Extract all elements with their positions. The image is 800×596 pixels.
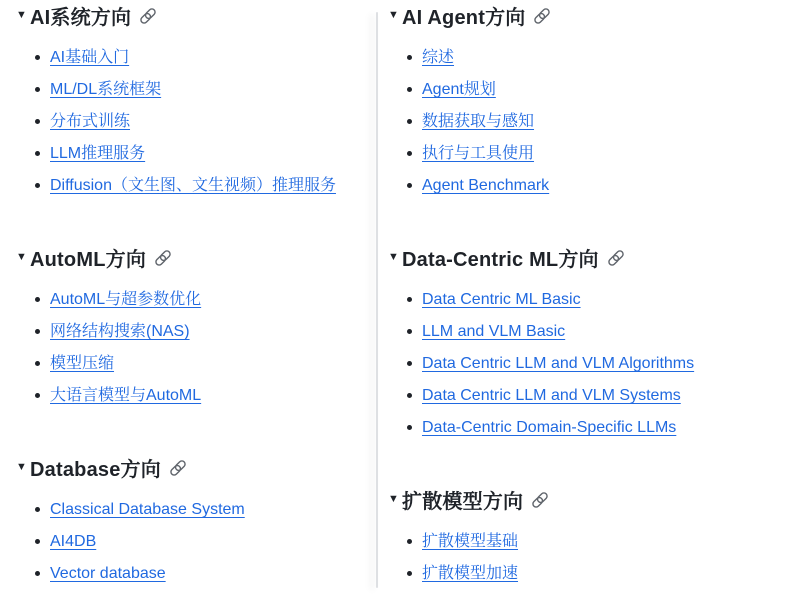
section-items xyxy=(388,289,788,439)
section-title: 扩散模型方向 xyxy=(402,490,524,513)
list-item xyxy=(388,563,788,585)
right-column xyxy=(378,0,800,596)
section-title: AI Agent方向 xyxy=(402,6,526,29)
directory-section xyxy=(388,486,788,585)
topic-link[interactable]: 大语言模型与AutoML xyxy=(50,387,202,404)
topic-link[interactable]: Data-Centric Domain-Specific LLMs xyxy=(422,419,677,436)
anchor-link-icon[interactable] xyxy=(138,6,158,26)
topic-link[interactable]: AI基础入门 xyxy=(50,49,130,66)
section-title: AI系统方向 xyxy=(30,6,132,29)
list-item xyxy=(388,79,788,101)
topic-link[interactable]: 扩散模型加速 xyxy=(422,565,519,582)
anchor-link-icon[interactable] xyxy=(530,490,550,510)
anchor-link-icon[interactable] xyxy=(168,458,188,478)
list-item xyxy=(16,289,368,311)
topic-link[interactable]: LLM推理服务 xyxy=(50,145,146,162)
topic-link[interactable]: LLM and VLM Basic xyxy=(422,323,566,340)
section-items xyxy=(388,531,788,585)
collapse-triangle-icon[interactable]: ▼ xyxy=(388,8,399,21)
section-title: Database方向 xyxy=(30,458,161,481)
list-item xyxy=(16,321,368,343)
section-title: Data-Centric ML方向 xyxy=(402,248,599,271)
section-title: AutoML方向 xyxy=(30,248,147,271)
list-item xyxy=(388,531,788,553)
topic-link[interactable]: AutoML与超参数优化 xyxy=(50,291,202,308)
collapse-triangle-icon[interactable]: ▼ xyxy=(388,492,399,505)
directory-section xyxy=(388,244,788,439)
list-item xyxy=(16,143,368,165)
topic-link[interactable]: 综述 xyxy=(422,49,455,66)
topic-link[interactable]: 分布式训练 xyxy=(50,113,131,130)
list-item xyxy=(16,499,368,521)
topic-link[interactable]: 扩散模型基础 xyxy=(422,533,519,550)
collapse-triangle-icon[interactable]: ▼ xyxy=(16,460,27,473)
collapse-triangle-icon[interactable]: ▼ xyxy=(16,8,27,21)
topic-link[interactable]: Classical Database System xyxy=(50,501,245,518)
list-item xyxy=(16,47,368,69)
directory-section xyxy=(16,454,368,585)
anchor-link-icon[interactable] xyxy=(606,248,626,268)
section-heading xyxy=(16,2,368,28)
section-heading xyxy=(16,454,368,480)
list-item xyxy=(388,143,788,165)
list-item xyxy=(388,353,788,375)
list-item xyxy=(16,111,368,133)
directory-section xyxy=(388,2,788,197)
list-item xyxy=(388,417,788,439)
section-items xyxy=(16,289,368,407)
list-item xyxy=(388,175,788,197)
section-items xyxy=(16,499,368,585)
topic-link[interactable]: Data Centric LLM and VLM Systems xyxy=(422,387,681,404)
topic-link[interactable]: ML/DL系统框架 xyxy=(50,81,162,98)
directory-section xyxy=(16,2,368,197)
list-item xyxy=(388,385,788,407)
topic-link[interactable]: Diffusion（文生图、文生视频）推理服务 xyxy=(50,177,336,194)
section-heading xyxy=(388,2,788,28)
list-item xyxy=(388,321,788,343)
list-item xyxy=(16,175,368,197)
section-items xyxy=(16,47,368,197)
section-items xyxy=(388,47,788,197)
topic-link[interactable]: 执行与工具使用 xyxy=(422,145,535,162)
topic-link[interactable]: AI4DB xyxy=(50,533,97,550)
directory-section xyxy=(16,244,368,407)
section-heading xyxy=(388,486,788,512)
list-item xyxy=(16,79,368,101)
topic-link[interactable]: 数据获取与感知 xyxy=(422,113,535,130)
section-heading xyxy=(388,244,788,270)
list-item xyxy=(388,111,788,133)
list-item xyxy=(16,531,368,553)
collapse-triangle-icon[interactable]: ▼ xyxy=(388,250,399,263)
section-heading xyxy=(16,244,368,270)
list-item xyxy=(16,353,368,375)
topic-link[interactable]: 模型压缩 xyxy=(50,355,115,372)
anchor-link-icon[interactable] xyxy=(532,6,552,26)
anchor-link-icon[interactable] xyxy=(153,248,173,268)
topic-link[interactable]: Data Centric LLM and VLM Algorithms xyxy=(422,355,695,372)
topic-link[interactable]: Agent规划 xyxy=(422,81,496,98)
list-item xyxy=(16,385,368,407)
list-item xyxy=(388,289,788,311)
list-item xyxy=(388,47,788,69)
topic-link[interactable]: Agent Benchmark xyxy=(422,177,550,194)
list-item xyxy=(16,563,368,585)
topic-link[interactable]: Vector database xyxy=(50,565,166,582)
topic-link[interactable]: Data Centric ML Basic xyxy=(422,291,581,308)
topic-link[interactable]: 网络结构搜索(NAS) xyxy=(50,323,190,340)
collapse-triangle-icon[interactable]: ▼ xyxy=(16,250,27,263)
left-column xyxy=(0,0,376,596)
